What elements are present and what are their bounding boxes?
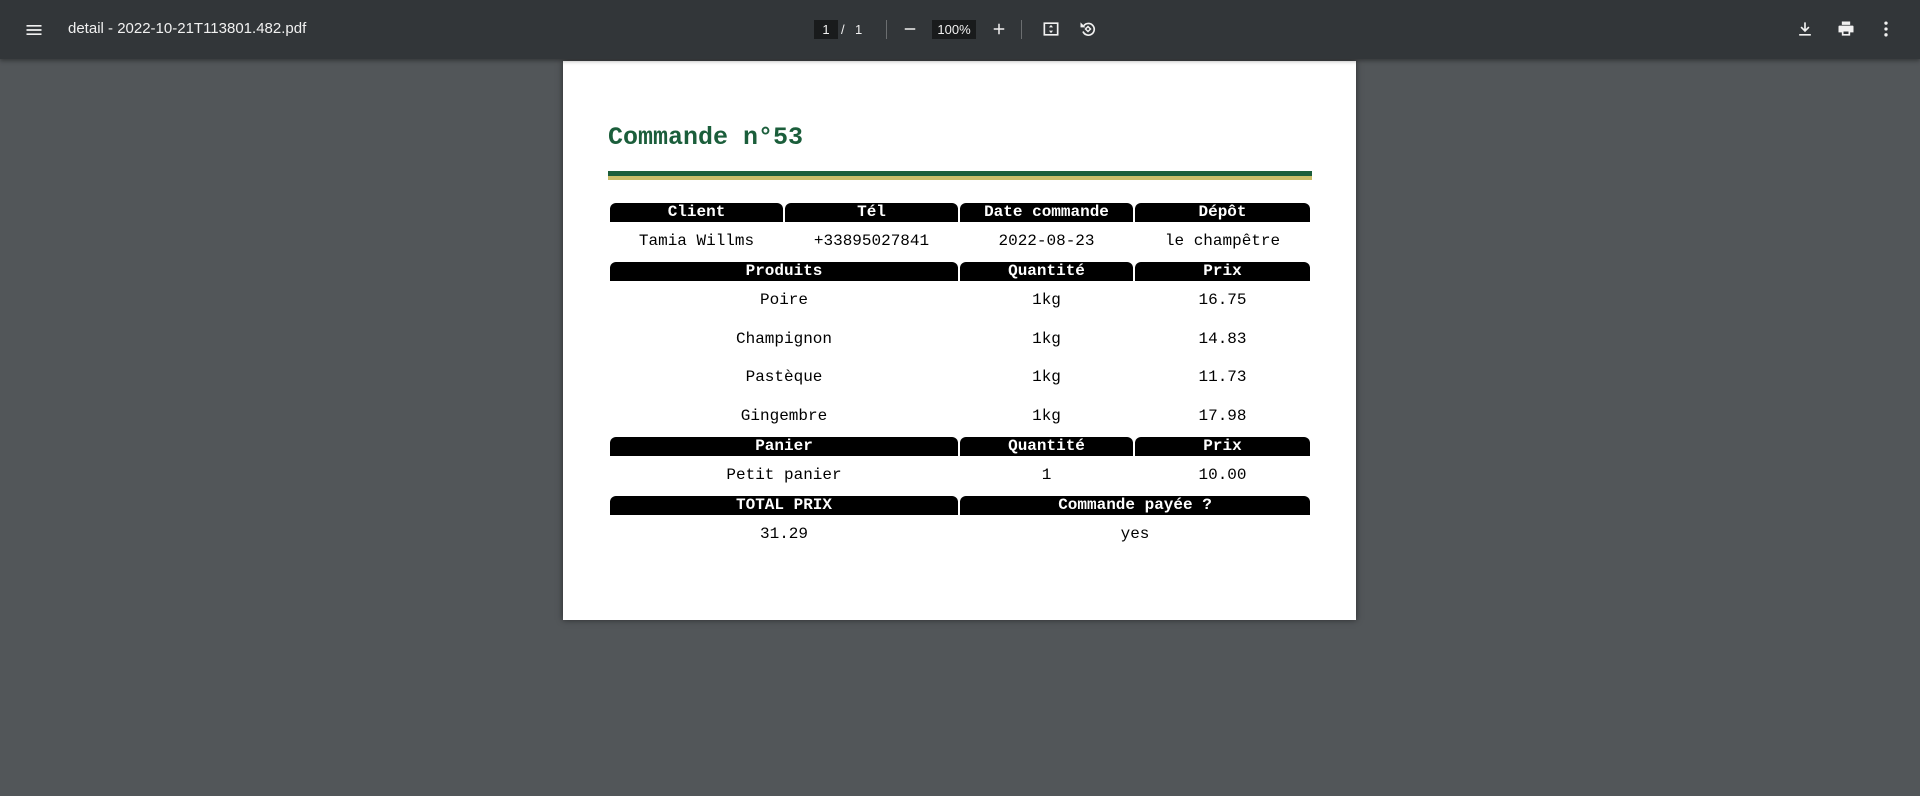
- pdf-viewer-toolbar: [0, 0, 1920, 59]
- basket-header-row: [610, 437, 1310, 456]
- header-order-paid: Commande payée ?: [960, 496, 1310, 515]
- header-basket-price: Prix: [1135, 437, 1310, 456]
- more-options-button[interactable]: [1870, 13, 1902, 45]
- plus-icon: [990, 20, 1008, 38]
- header-total-price: TOTAL PRIX: [610, 496, 958, 515]
- table-row: [610, 464, 1310, 486]
- product-quantity: 1kg: [1032, 291, 1061, 309]
- products-header-row: [610, 262, 1310, 281]
- product-price: 16.75: [1198, 291, 1247, 309]
- header-client: Client: [610, 203, 783, 222]
- total-value-row: [610, 523, 1310, 545]
- product-price: 14.83: [1198, 330, 1247, 348]
- menu-button[interactable]: [18, 14, 50, 46]
- rotate-button[interactable]: [1072, 13, 1104, 45]
- product-name: Pastèque: [745, 368, 823, 386]
- basket-name: Petit panier: [726, 466, 842, 484]
- fit-page-icon: [1041, 19, 1061, 39]
- client-value-row: [610, 230, 1310, 252]
- order-date: 2022-08-23: [998, 232, 1095, 250]
- product-name: Gingembre: [740, 407, 828, 425]
- header-products: Produits: [610, 262, 958, 281]
- document-title: detail - 2022-10-21T113801.482.pdf: [68, 20, 307, 37]
- toolbar-divider: [1021, 20, 1022, 39]
- table-row: [610, 405, 1310, 427]
- header-price: Prix: [1135, 262, 1310, 281]
- more-vert-icon: [1876, 19, 1896, 39]
- current-page-input[interactable]: [814, 20, 838, 39]
- print-icon: [1836, 19, 1856, 39]
- order-paid-status: yes: [1120, 525, 1150, 543]
- product-name: Poire: [759, 291, 808, 309]
- basket-quantity: 1: [1041, 466, 1052, 484]
- product-price: 17.98: [1198, 407, 1247, 425]
- download-button[interactable]: [1789, 13, 1821, 45]
- header-quantity: Quantité: [960, 262, 1133, 281]
- pdf-page: [563, 61, 1356, 620]
- table-row: [610, 289, 1310, 311]
- header-order-date: Date commande: [960, 203, 1133, 222]
- product-quantity: 1kg: [1032, 368, 1061, 386]
- table-row: [610, 328, 1310, 350]
- menu-icon: [24, 20, 44, 40]
- basket-price: 10.00: [1198, 466, 1247, 484]
- zoom-input[interactable]: [932, 20, 976, 39]
- depot-name: le champêtre: [1164, 232, 1281, 250]
- toolbar-divider: [886, 20, 887, 39]
- download-icon: [1795, 19, 1815, 39]
- table-row: [610, 366, 1310, 388]
- header-basket: Panier: [610, 437, 958, 456]
- client-name: Tamia Willms: [638, 232, 755, 250]
- product-quantity: 1kg: [1032, 330, 1061, 348]
- zoom-in-button[interactable]: [983, 13, 1015, 45]
- client-phone: +33895027841: [813, 232, 930, 250]
- order-heading: Commande n°53: [608, 123, 804, 152]
- total-price: 31.29: [759, 525, 808, 543]
- minus-icon: [901, 20, 919, 38]
- total-header-row: [610, 496, 1310, 515]
- product-quantity: 1kg: [1032, 407, 1061, 425]
- zoom-out-button[interactable]: [894, 13, 926, 45]
- client-header-row: [610, 203, 1310, 222]
- product-name: Champignon: [735, 330, 832, 348]
- header-basket-quantity: Quantité: [960, 437, 1133, 456]
- product-price: 11.73: [1198, 368, 1247, 386]
- rotate-icon: [1078, 19, 1098, 39]
- page-separator: /: [841, 22, 845, 37]
- total-pages: 1: [855, 22, 863, 37]
- header-tel: Tél: [785, 203, 958, 222]
- fit-to-page-button[interactable]: [1035, 13, 1067, 45]
- print-button[interactable]: [1830, 13, 1862, 45]
- header-depot: Dépôt: [1135, 203, 1310, 222]
- header-stripe-gold: [608, 176, 1312, 180]
